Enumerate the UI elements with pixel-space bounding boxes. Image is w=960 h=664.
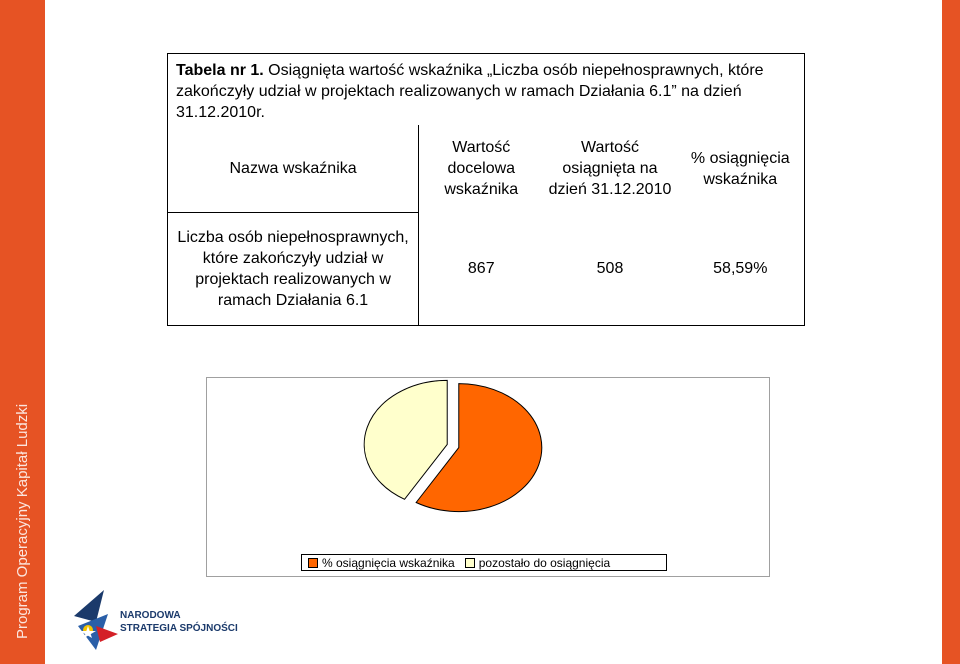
legend-label-achieved: % osiągnięcia wskaźnika	[322, 555, 455, 570]
side-band	[0, 0, 45, 664]
right-band	[942, 0, 960, 664]
logo-star-icon	[66, 586, 122, 656]
logo-line-2: STRATEGIA SPÓJNOŚCI	[120, 623, 238, 634]
table-caption	[176, 60, 796, 123]
legend-swatch-remaining	[465, 558, 475, 568]
legend-item-achieved	[308, 556, 455, 570]
side-band-text: Program Operacyjny Kapitał Ludzki	[14, 403, 31, 639]
logo-line-1: NARODOWA	[120, 610, 181, 621]
table-header-row	[168, 125, 804, 213]
table-row	[168, 213, 804, 326]
pie-chart	[206, 377, 770, 577]
indicator-table	[167, 53, 805, 326]
indicator-grid	[168, 125, 804, 325]
cell-achieved-value: 508	[596, 260, 624, 278]
legend-label-remaining: pozostało do osiągnięcia	[478, 555, 611, 570]
cell-target-value: 867	[467, 260, 495, 278]
cell-indicator-name: Liczba osób niepełnosprawnych, które zakończyły udział w projektach realizowanych w ramach Działania 6.1	[168, 213, 419, 326]
legend-swatch-achieved	[308, 558, 318, 568]
narodowa-strategia-logo	[62, 582, 238, 660]
pie-chart-svg	[207, 378, 769, 576]
chart-legend	[301, 554, 667, 571]
logo-text	[120, 609, 238, 635]
caption-text: Osiągnięta wartość wskaźnika „Liczba osób niepełnosprawnych, które zakończyły udział w projektach realizowanych w ramach Działania 6.1” na dzień 31.12.2010r.	[176, 62, 764, 121]
caption-label: Tabela nr 1.	[176, 62, 264, 79]
header-indicator-name: Nazwa wskaźnika	[168, 125, 419, 213]
header-target-value: Wartość docelowa wskaźnika	[444, 139, 519, 199]
header-percent: % osiągnięcia wskaźnika	[690, 149, 790, 188]
cell-percent: 58,59%	[713, 260, 768, 278]
header-achieved-value: Wartość osiągnięta na dzień 31.12.2010	[548, 139, 672, 199]
legend-item-remaining	[465, 556, 610, 570]
